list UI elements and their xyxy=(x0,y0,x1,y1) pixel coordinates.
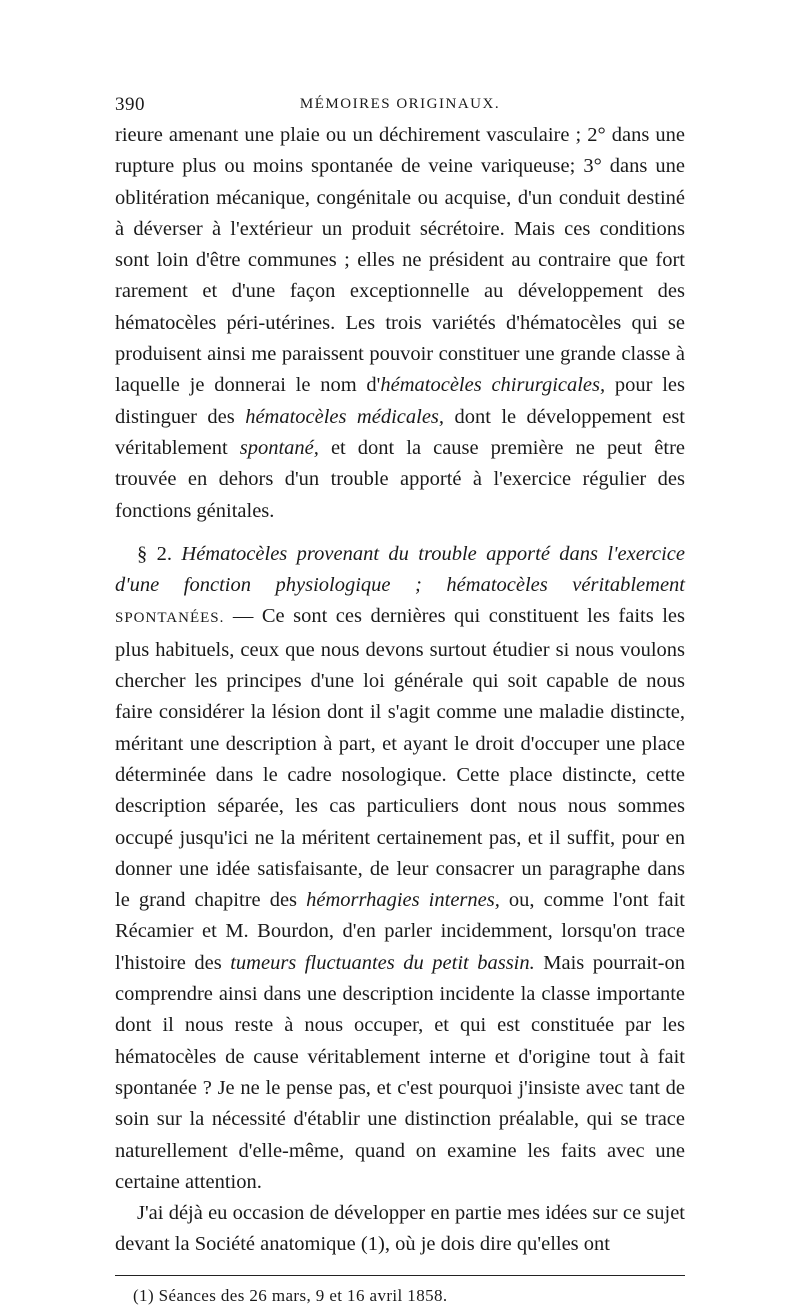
term-tumeurs-fluctuantes: tumeurs fluctuantes du petit bassin. xyxy=(230,951,535,974)
paragraph-1 xyxy=(115,120,685,527)
paragraph-1-text: rieure amenant une plaie ou un déchirement vasculaire ; 2° dans une rupture plus ou moins spontanée de veine variqueuse; 3° dans une oblitération mécanique, congénitale ou acquise, d'un conduit destiné à déverser à l'extérieur un produit sécrétoire. Mais ces conditions sont loin d'être communes ; elles ne président au contraire que fort rarement et d'une façon exceptionnelle au développement des hématocèles péri-utérines. Les trois variétés d'hématocèles qui se produisent ainsi me paraissent pouvoir constituer une grande classe à laquelle je donnerai le nom d' xyxy=(115,124,685,397)
paragraph-3: J'ai déjà eu occasion de développer en partie mes idées sur ce sujet devant la Société anatomique (1), où je dois dire qu'elles ont xyxy=(115,1202,685,1256)
paragraph-1-text: pour les distinguer des xyxy=(115,374,686,428)
section-title: Hématocèles provenant du trouble apporté dans l'exercice d'une fonction physiologique ; hématocèles véritablement xyxy=(115,542,686,597)
term-hemorrhagies-internes: hémorrhagies internes, xyxy=(306,889,500,912)
term-hematoceles-chirurgicales: hématocèles chirurgicales, xyxy=(380,374,606,397)
section-2-text: — Ce sont ces dernières qui constituent les faits les plus habituels, ceux que nous devons surtout étudier si nous voulons chercher les principes d'une loi générale qui soit capable de nous faire considérer la lésion dont il s'agit comme une maladie distincte, méritant une description à part, et ayant le droit d'occuper une place déterminée dans le cadre nosologique. Cette place distincte, cette description séparée, les cas particuliers dont nous nous sommes occupé jusqu'ici ne la méritent certainement pas, et il suffit, pour en donner une idée satisfaisante, de leur consacrer un paragraphe dans le grand chapitre des xyxy=(115,605,685,912)
term-hematoceles-medicales: hématocèles médicales, xyxy=(245,405,445,428)
paragraph-1-text: et dont la cause première ne peut être trouvée en dehors d'un trouble apporté à l'exercice régulier des fonctions génitales. xyxy=(115,436,686,522)
footnote: (1) Séances des 26 mars, 9 et 16 avril 1858. xyxy=(133,1285,448,1305)
section-2-paragraph xyxy=(115,539,685,1198)
page-header xyxy=(115,92,685,120)
paragraph-1-text: dont le développement est véritablement xyxy=(115,405,685,459)
term-spontane: spontané, xyxy=(239,436,319,459)
footnote-rule xyxy=(115,1275,685,1276)
section-2-text: ou, comme l'ont fait Récamier et M. Bourdon, d'en parler incidemment, lorsqu'on trace l'histoire des xyxy=(115,889,685,974)
body-text xyxy=(115,120,685,1261)
section-2-text: Mais pourrait-on comprendre ainsi dans une description incidente la classe importante dont il nous reste à nous occuper, et qui est constituée par les hématocèles de cause véritablement interne et d'origine tout à fait spontanée ? Je ne le pense pas, et c'est pourquoi j'insiste avec tant de soin sur la nécessité d'établir une distinction préalable, qui se trace naturellement d'elle-même, quand on examine les faits avec une certaine attention. xyxy=(115,951,685,1193)
section-title-smallcaps: SPONTANÉES. xyxy=(115,610,225,627)
section-number: § 2. xyxy=(137,542,173,565)
running-title: MÉMOIRES ORIGINAUX. xyxy=(299,96,501,112)
page-number: 390 xyxy=(115,94,145,115)
page xyxy=(115,92,685,1306)
